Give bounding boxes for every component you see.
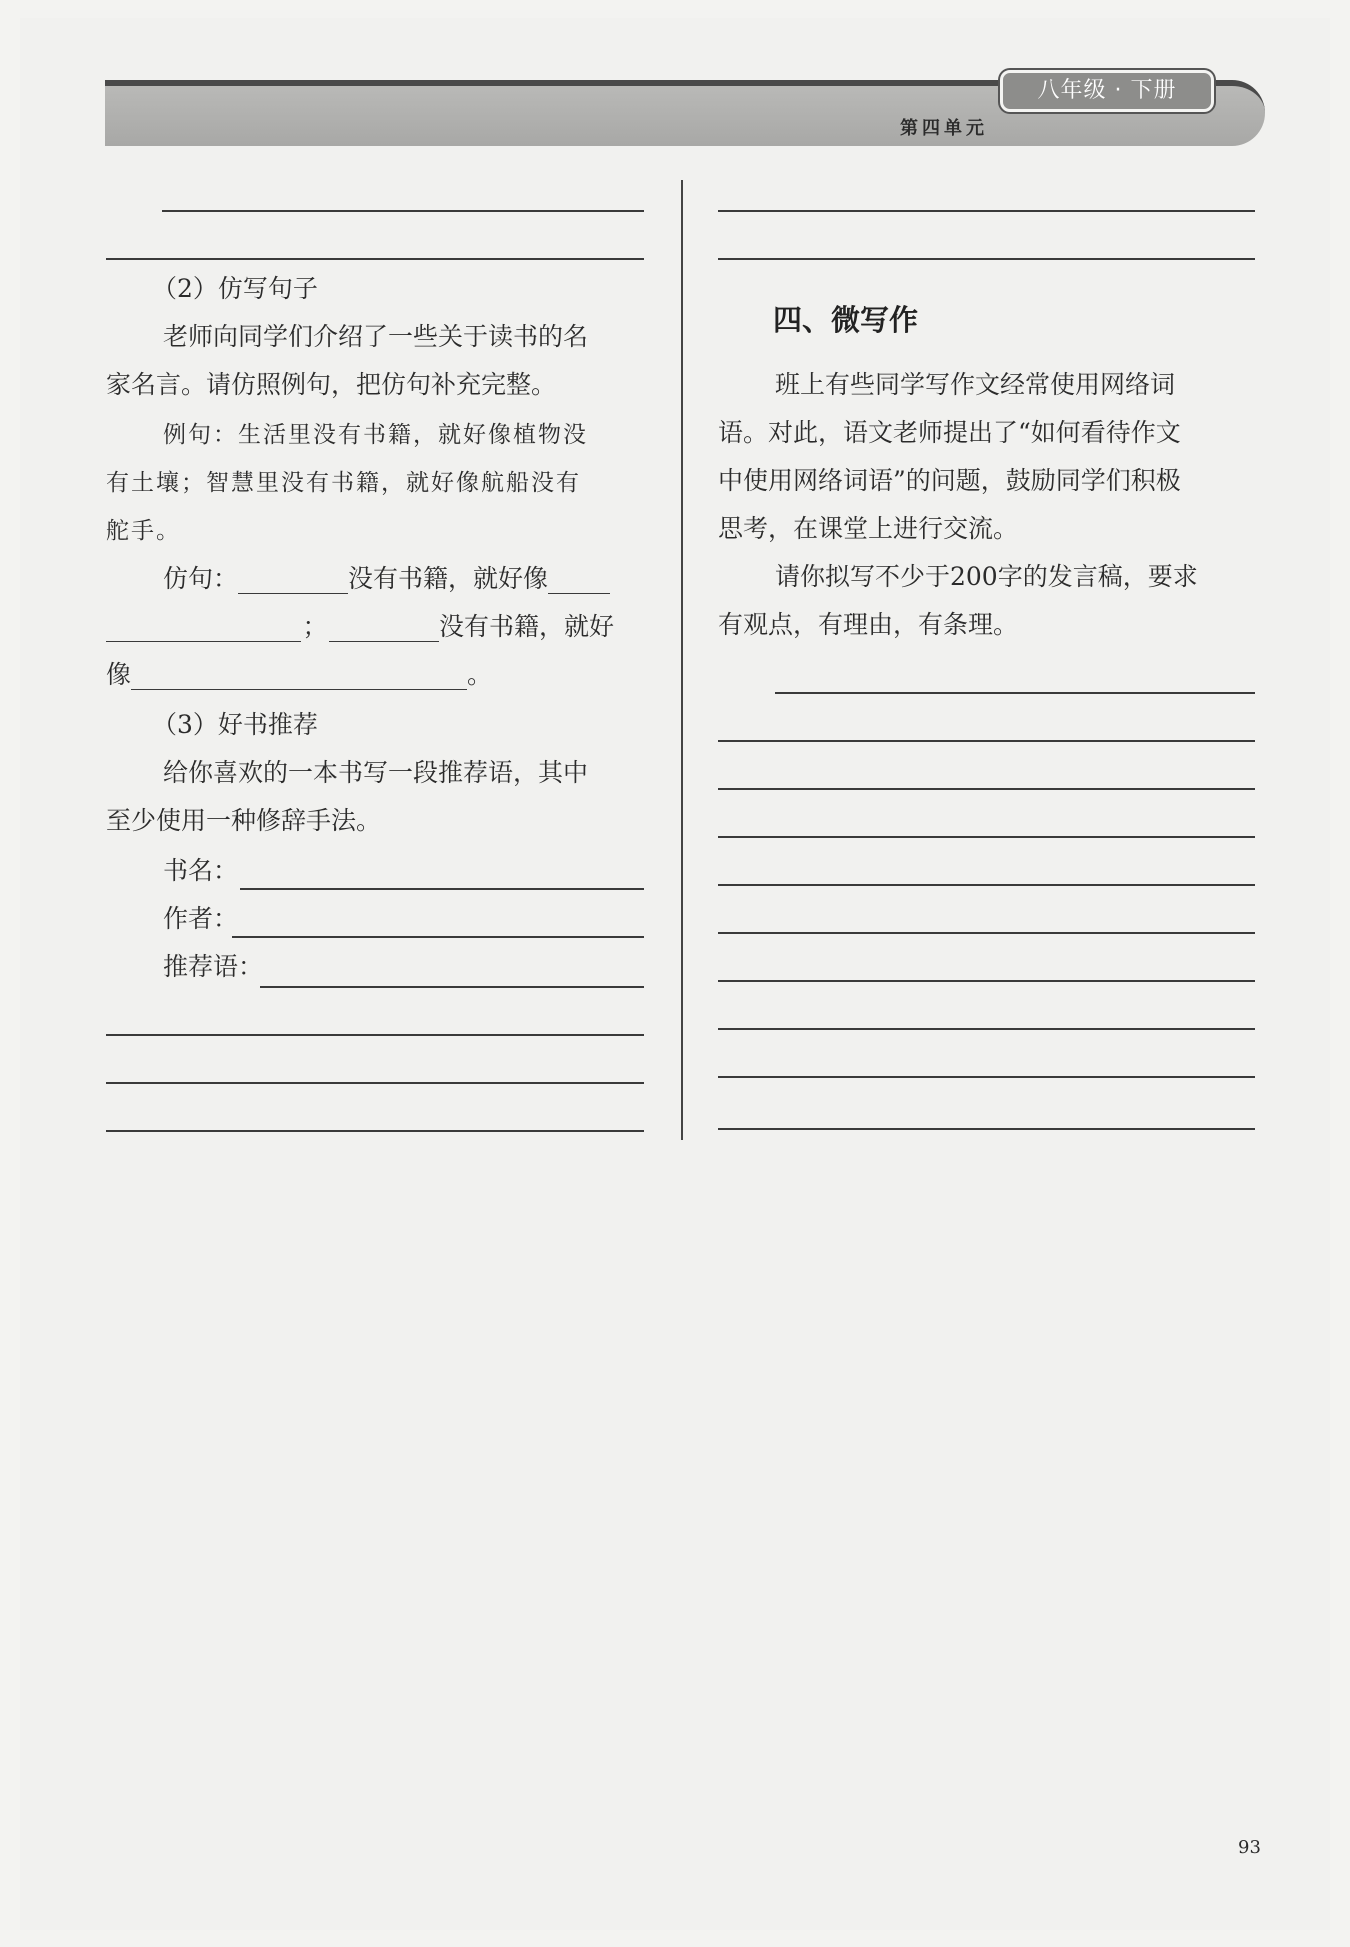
imitate-blank[interactable] xyxy=(329,615,439,642)
para1-line4: 思考，在课堂上进行交流。 xyxy=(718,514,1019,543)
writing-line[interactable] xyxy=(718,788,1255,790)
writing-line[interactable] xyxy=(718,1028,1255,1030)
imitate-label: 仿句： xyxy=(163,564,239,593)
example-line3: 舵手。 xyxy=(106,518,181,544)
example-line1: 例句：生活里没有书籍，就好像植物没 xyxy=(163,422,588,448)
answer-line[interactable] xyxy=(106,1034,644,1036)
para2-line2: 有观点，有理由，有条理。 xyxy=(718,610,1019,639)
imitate-row1 xyxy=(163,564,610,594)
rec-input-line[interactable] xyxy=(260,986,644,988)
imitate-mid2: 没有书籍，就好 xyxy=(439,612,615,641)
writing-line[interactable] xyxy=(718,1076,1255,1078)
writing-line[interactable] xyxy=(718,932,1255,934)
author-label: 作者： xyxy=(163,904,239,933)
writing-line[interactable] xyxy=(718,740,1255,742)
answer-line[interactable] xyxy=(162,210,644,212)
writing-line[interactable] xyxy=(718,836,1255,838)
page-number: 93 xyxy=(1238,1837,1261,1858)
imitate-row3 xyxy=(106,660,492,690)
answer-line[interactable] xyxy=(106,1130,644,1132)
imitate-blank[interactable] xyxy=(131,663,467,690)
imitate-blank[interactable] xyxy=(238,567,348,594)
sub2-intro-line1: 老师向同学们介绍了一些关于读书的名 xyxy=(163,322,589,351)
imitate-blank[interactable] xyxy=(106,615,301,642)
book-input-line[interactable] xyxy=(240,888,644,890)
writing-line[interactable] xyxy=(718,980,1255,982)
answer-line[interactable] xyxy=(718,258,1255,260)
answer-line[interactable] xyxy=(106,1082,644,1084)
writing-line[interactable] xyxy=(775,692,1255,694)
para1-line1: 班上有些同学写作文经常使用网络词 xyxy=(775,370,1176,399)
imitate-end: 。 xyxy=(467,660,493,689)
answer-line[interactable] xyxy=(718,210,1255,212)
example-line2: 有土壤；智慧里没有书籍，就好像航船没有 xyxy=(106,470,581,496)
sub2-intro-line2: 家名言。请仿照例句，把仿句补充完整。 xyxy=(106,370,557,399)
para1-line2: 语。对此，语文老师提出了“如何看待作文 xyxy=(718,418,1181,447)
sub2-title: （2）仿写句子 xyxy=(152,274,318,303)
unit-label: 第四单元 xyxy=(900,118,988,139)
imitate-xiang: 像 xyxy=(106,660,132,689)
para2-line1: 请你拟写不少于200字的发言稿，要求 xyxy=(775,562,1198,591)
answer-line[interactable] xyxy=(106,258,644,260)
writing-line[interactable] xyxy=(718,884,1255,886)
sub3-intro-line2: 至少使用一种修辞手法。 xyxy=(106,806,382,835)
imitate-blank[interactable] xyxy=(548,567,610,594)
imitate-semicolon: ； xyxy=(302,612,328,641)
author-input-line[interactable] xyxy=(232,936,644,938)
imitate-mid1: 没有书籍，就好像 xyxy=(348,564,549,593)
imitate-row2 xyxy=(106,612,614,642)
writing-line[interactable] xyxy=(718,1128,1255,1130)
grade-tab: 八年级 · 下册 xyxy=(1000,70,1214,112)
sub3-title: （3）好书推荐 xyxy=(152,710,318,739)
rec-label: 推荐语： xyxy=(163,952,264,981)
sub3-intro-line1: 给你喜欢的一本书写一段推荐语，其中 xyxy=(163,758,589,787)
book-label: 书名： xyxy=(163,856,239,885)
column-divider xyxy=(681,180,683,1140)
para1-line3: 中使用网络词语”的问题，鼓励同学们积极 xyxy=(718,466,1181,495)
section-title: 四、微写作 xyxy=(773,303,919,337)
